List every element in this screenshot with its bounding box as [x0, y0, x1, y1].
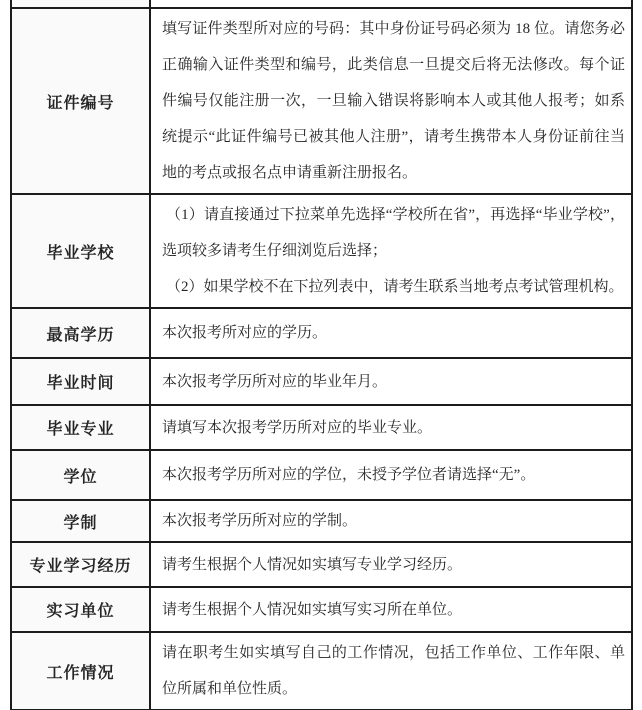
- table-row: [11, 632, 632, 710]
- description-text: 填写证件类型所对应的号码：其中身份证号码必须为 18 位。请您务必正确输入证件类型和编号，此类信息一旦提交后将无法修改。每个证件编号仅能注册一次，一旦输入错误将影响本人或其他人报考；如系统提示“此证件编号已被其他人注册”，请考生携带本人身份证前往当地的考点或报名点申请重新注册报名。: [162, 21, 625, 181]
- description-text: 请在职考生如实填写自己的工作情况，包括工作单位、工作年限、单位所属和单位性质。: [162, 645, 625, 697]
- row-label: 证件编号: [11, 8, 150, 194]
- row-desc-cell: [150, 0, 632, 8]
- table-row: [11, 450, 632, 500]
- row-description: [150, 587, 632, 632]
- row-description: [150, 500, 632, 542]
- row-label: 最高学历: [11, 308, 150, 358]
- row-description: [150, 542, 632, 587]
- table-row: [11, 587, 632, 632]
- table-row-partial: [11, 0, 632, 8]
- row-label: 工作情况: [11, 632, 150, 710]
- row-description: [150, 450, 632, 500]
- table-row: [11, 405, 632, 450]
- description-text: （2）如果学校不在下拉列表中，请考生联系当地考点考试管理机构。: [166, 279, 624, 295]
- row-label-cell: [11, 0, 150, 8]
- description-text: 请考生根据个人情况如实填写实习所在单位。: [162, 601, 463, 618]
- description-text: 本次报考学历所对应的毕业年月。: [162, 373, 388, 390]
- description-text: 本次报考所对应的学历。: [162, 325, 328, 341]
- row-label: 学位: [11, 450, 150, 500]
- row-label: 毕业专业: [11, 405, 150, 450]
- table-row: [11, 194, 632, 308]
- description-text: 请填写本次报考学历所对应的毕业专业。: [162, 419, 433, 436]
- description-text: （1）请直接通过下拉菜单先选择“学校所在省”，再选择“毕业学校”，选项较多请考生仔细浏览后选择；: [162, 207, 625, 259]
- description-text: 请考生根据个人情况如实填写专业学习经历。: [162, 556, 463, 573]
- row-description: [150, 308, 632, 358]
- row-description: [150, 632, 632, 710]
- registration-field-instructions-table: [10, 0, 633, 710]
- row-label: 毕业时间: [11, 358, 150, 405]
- row-label: 毕业学校: [11, 194, 150, 308]
- table-row: [11, 358, 632, 405]
- row-label: 学制: [11, 500, 150, 542]
- table-row: [11, 308, 632, 358]
- description-text: 本次报考学历所对应的学制。: [162, 513, 358, 529]
- row-description: [150, 405, 632, 450]
- table-row: [11, 500, 632, 542]
- table-row: [11, 8, 632, 194]
- row-description: [150, 194, 632, 308]
- row-description: [150, 358, 632, 405]
- row-description: [150, 8, 632, 194]
- table-row: [11, 542, 632, 587]
- row-label: 实习单位: [11, 587, 150, 632]
- row-label: 专业学习经历: [11, 542, 150, 587]
- description-text: 本次报考学历所对应的学位，未授予学位者请选择“无”。: [162, 467, 536, 483]
